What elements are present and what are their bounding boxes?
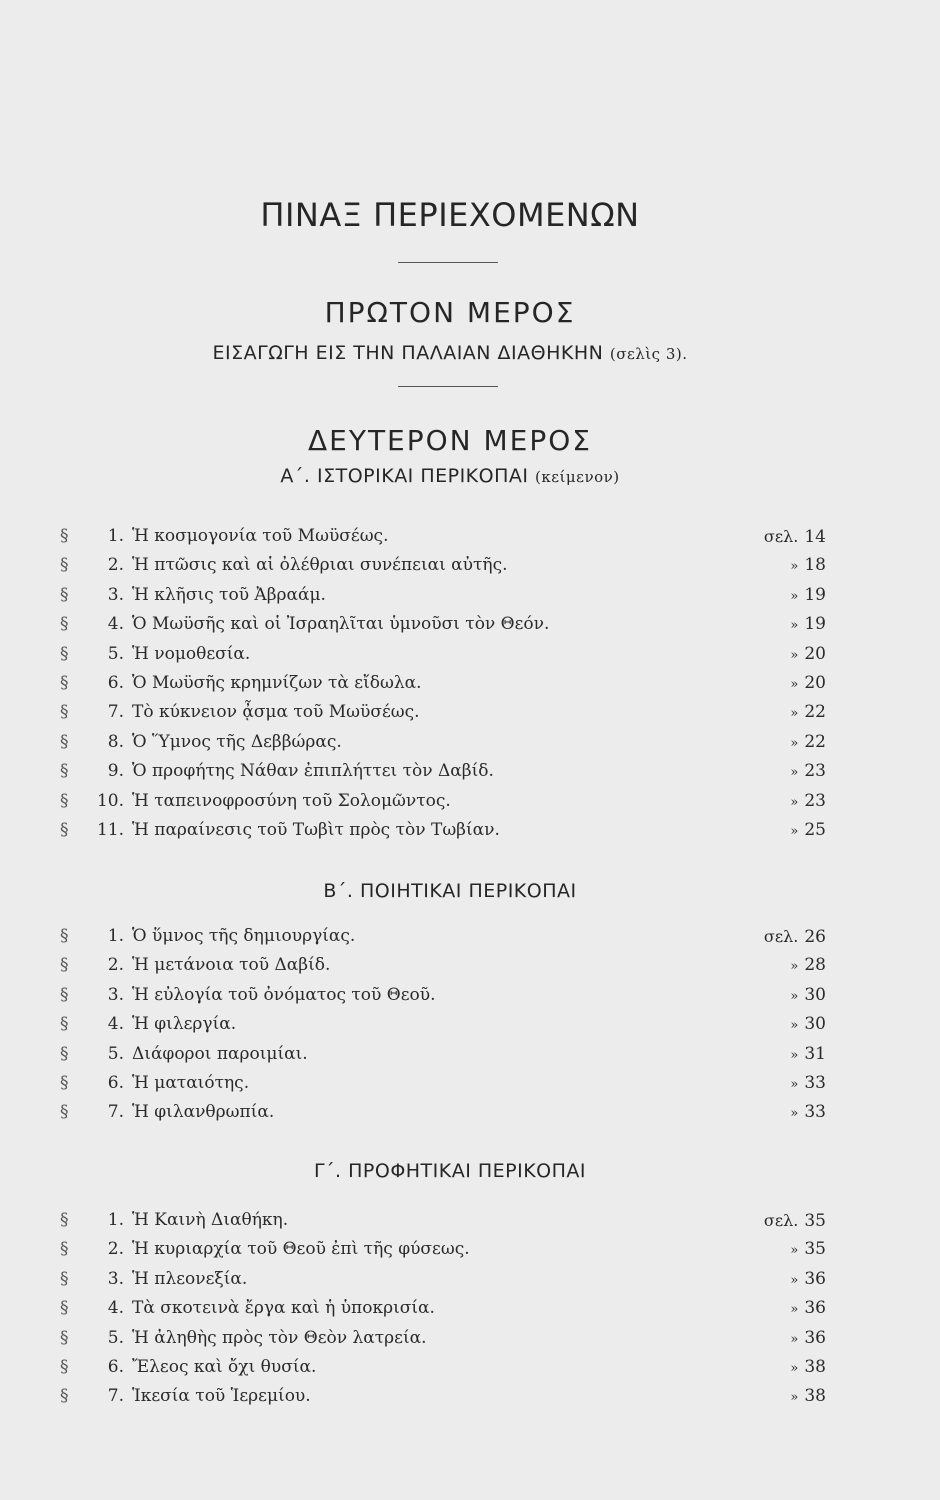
section-symbol: § bbox=[60, 614, 69, 635]
entry-number: 6. bbox=[107, 1072, 124, 1093]
page-prefix: » bbox=[790, 794, 799, 810]
part1-heading: ΠΡΩΤΟΝ ΜΕΡΟΣ bbox=[324, 296, 576, 329]
entry-page-ref bbox=[716, 951, 826, 981]
entry-page-ref bbox=[716, 610, 826, 640]
page-number: 33 bbox=[804, 1102, 826, 1123]
entry-title: Ὁ Μωϋσῆς κρημνίζων τὰ εἴδωλα. bbox=[132, 672, 422, 693]
page-number: 38 bbox=[804, 1356, 826, 1377]
entry-number: 5. bbox=[107, 1327, 124, 1348]
toc-entry bbox=[60, 787, 826, 816]
entry-page-ref bbox=[716, 1382, 826, 1412]
part1-subtitle-note: (σελὶς 3). bbox=[609, 345, 688, 363]
entry-page-ref bbox=[716, 757, 826, 787]
section-symbol: § bbox=[60, 1327, 69, 1348]
entry-page-ref bbox=[716, 1235, 826, 1265]
page-prefix: σελ. bbox=[763, 1211, 799, 1230]
page-prefix: σελ. bbox=[763, 527, 799, 546]
toc-entry bbox=[60, 669, 826, 698]
page-number: 20 bbox=[804, 672, 826, 693]
page-number: 19 bbox=[804, 614, 826, 635]
page-number: 31 bbox=[804, 1043, 826, 1064]
entry-number: 2. bbox=[107, 1239, 124, 1260]
section-symbol: § bbox=[60, 1356, 69, 1377]
toc-entry bbox=[60, 551, 826, 580]
entry-title: Ἡ Καινὴ Διαθήκη. bbox=[132, 1210, 289, 1230]
title-divider bbox=[398, 262, 498, 263]
entry-number: 1. bbox=[107, 926, 124, 946]
page-number: 18 bbox=[804, 555, 826, 576]
entry-page-ref bbox=[716, 1294, 826, 1324]
toc-entry bbox=[60, 640, 826, 669]
page-prefix: » bbox=[790, 1302, 799, 1318]
toc-entry bbox=[60, 1069, 826, 1098]
entry-number: 4. bbox=[107, 614, 124, 635]
toc-entry bbox=[60, 816, 826, 845]
toc-entry bbox=[60, 1353, 826, 1382]
page-prefix: » bbox=[790, 735, 799, 751]
section-symbol: § bbox=[60, 790, 69, 811]
entry-number: 5. bbox=[107, 1043, 124, 1064]
section-symbol: § bbox=[60, 1210, 69, 1230]
page-number: 36 bbox=[804, 1327, 826, 1348]
entry-title: Ὁ Ὕμνος τῆς Δεββώρας. bbox=[132, 731, 342, 752]
page-prefix: » bbox=[790, 588, 799, 604]
entry-title: Ὁ ὕμνος τῆς δημιουργίας. bbox=[132, 926, 356, 946]
entry-number: 5. bbox=[107, 643, 124, 664]
section-a-note: (κείμενον) bbox=[535, 468, 620, 486]
page-number: 19 bbox=[804, 584, 826, 605]
page-prefix: » bbox=[790, 1360, 799, 1376]
section-symbol: § bbox=[60, 955, 69, 976]
entry-title: Ἡ εὐλογία τοῦ ὀνόματος τοῦ Θεοῦ. bbox=[132, 984, 436, 1005]
entry-title: Ἡ κλῆσις τοῦ Ἀβραάμ. bbox=[132, 584, 326, 605]
section-symbol: § bbox=[60, 555, 69, 576]
toc-entry bbox=[60, 1040, 826, 1069]
section-a-heading-text: Α΄. ΙΣΤΟΡΙΚΑΙ ΠΕΡΙΚΟΠΑΙ bbox=[280, 465, 529, 487]
entry-number: 7. bbox=[107, 1386, 124, 1407]
entry-number: 2. bbox=[107, 955, 124, 976]
entry-title: Διάφοροι παροιμίαι. bbox=[132, 1043, 308, 1064]
page-number: 26 bbox=[804, 927, 826, 947]
entry-title: Ἡ μετάνοια τοῦ Δαβίδ. bbox=[132, 955, 331, 976]
section-symbol: § bbox=[60, 1386, 69, 1407]
entry-page-ref bbox=[716, 1324, 826, 1354]
entry-title: Ὁ Μωϋσῆς καὶ οἱ Ἰσραηλῖται ὑμνοῦσι τὸν Θεόν. bbox=[132, 614, 550, 635]
page-number: 36 bbox=[804, 1268, 826, 1289]
page-prefix: » bbox=[790, 765, 799, 781]
entry-page-ref bbox=[716, 522, 826, 552]
toc-entry bbox=[60, 1382, 826, 1411]
page-number: 22 bbox=[804, 731, 826, 752]
toc-entry bbox=[60, 1010, 826, 1039]
toc-entry bbox=[60, 698, 826, 727]
toc-entry bbox=[60, 1098, 826, 1127]
page-title: ΠΙΝΑΞ ΠΕΡΙΕΧΟΜΕΝΩΝ bbox=[260, 196, 640, 234]
entry-number: 7. bbox=[107, 702, 124, 723]
part1-divider bbox=[398, 386, 498, 387]
entry-page-ref bbox=[716, 1098, 826, 1128]
page-number: 30 bbox=[804, 984, 826, 1005]
section-symbol: § bbox=[60, 526, 69, 546]
entry-number: 6. bbox=[107, 672, 124, 693]
page-prefix: » bbox=[790, 706, 799, 722]
entry-title: Ἡ πλεονεξία. bbox=[132, 1268, 248, 1289]
entry-number: 2. bbox=[107, 555, 124, 576]
entry-title: Ἔλεος καὶ ὄχι θυσία. bbox=[132, 1356, 317, 1377]
toc-entry bbox=[60, 981, 826, 1010]
entry-number: 1. bbox=[107, 1210, 124, 1230]
entry-page-ref bbox=[716, 922, 826, 952]
section-symbol: § bbox=[60, 672, 69, 693]
entry-page-ref bbox=[716, 1069, 826, 1099]
toc-entry bbox=[60, 1265, 826, 1294]
section-c-heading: Γ΄. ΠΡΟΦΗΤΙΚΑΙ ΠΕΡΙΚΟΠΑΙ bbox=[313, 1160, 587, 1182]
page-number: 30 bbox=[804, 1014, 826, 1035]
page-number: 23 bbox=[804, 761, 826, 782]
entry-page-ref bbox=[716, 551, 826, 581]
entry-page-ref bbox=[716, 981, 826, 1011]
entry-page-ref bbox=[716, 698, 826, 728]
entry-page-ref bbox=[716, 669, 826, 699]
toc-entry bbox=[60, 1294, 826, 1323]
section-symbol: § bbox=[60, 643, 69, 664]
entry-page-ref bbox=[716, 640, 826, 670]
entry-number: 6. bbox=[107, 1356, 124, 1377]
page-prefix: » bbox=[790, 647, 799, 663]
page-prefix: » bbox=[790, 988, 799, 1004]
page-number: 22 bbox=[804, 702, 826, 723]
toc-entry bbox=[60, 728, 826, 757]
toc-entry bbox=[60, 522, 826, 551]
toc-entry bbox=[60, 1206, 826, 1235]
entry-number: 7. bbox=[107, 1102, 124, 1123]
section-c-entries bbox=[60, 1206, 826, 1412]
entry-title: Ἡ ταπεινοφροσύνη τοῦ Σολομῶντος. bbox=[132, 790, 451, 811]
entry-title: Ἡ πτῶσις καὶ αἱ ὀλέθριαι συνέπειαι αὐτῆς. bbox=[132, 555, 508, 576]
part1-subtitle-text: ΕΙΣΑΓΩΓΗ ΕΙΣ ΤΗΝ ΠΑΛΑΙΑΝ ΔΙΑΘΗΚΗΝ bbox=[212, 342, 604, 364]
entry-title: Ἡ νομοθεσία. bbox=[132, 643, 251, 664]
section-symbol: § bbox=[60, 984, 69, 1005]
entry-page-ref bbox=[716, 1265, 826, 1295]
page-number: 25 bbox=[804, 819, 826, 840]
page-prefix: » bbox=[790, 823, 799, 839]
section-a-entries bbox=[60, 522, 826, 845]
section-b-entries bbox=[60, 922, 826, 1128]
entry-title: Ἡ ἀληθὴς πρὸς τὸν Θεὸν λατρεία. bbox=[132, 1327, 427, 1348]
section-symbol: § bbox=[60, 761, 69, 782]
page-prefix: » bbox=[790, 1106, 799, 1122]
page-number: 20 bbox=[804, 643, 826, 664]
page-prefix: » bbox=[790, 559, 799, 575]
page-number: 23 bbox=[804, 790, 826, 811]
section-symbol: § bbox=[60, 1102, 69, 1123]
entry-title: Ἡ ματαιότης. bbox=[132, 1072, 250, 1093]
page-prefix: » bbox=[790, 1243, 799, 1259]
entry-number: 8. bbox=[107, 731, 124, 752]
entry-number: 1. bbox=[107, 526, 124, 546]
entry-title: Ἡ φιλεργία. bbox=[132, 1014, 237, 1035]
section-symbol: § bbox=[60, 702, 69, 723]
section-symbol: § bbox=[60, 1298, 69, 1319]
entry-number: 3. bbox=[107, 584, 124, 605]
toc-entry bbox=[60, 922, 826, 951]
page-prefix: » bbox=[790, 1331, 799, 1347]
page-number: 14 bbox=[804, 527, 826, 547]
entry-number: 10. bbox=[96, 790, 124, 811]
page-number: 38 bbox=[804, 1386, 826, 1407]
entry-title: Τὰ σκοτεινὰ ἔργα καὶ ἡ ὑποκρισία. bbox=[132, 1298, 435, 1319]
entry-number: 4. bbox=[107, 1014, 124, 1035]
toc-entry bbox=[60, 1235, 826, 1264]
entry-page-ref bbox=[716, 816, 826, 846]
section-symbol: § bbox=[60, 1043, 69, 1064]
page-number: 35 bbox=[804, 1239, 826, 1260]
entry-title: Ἡ κοσμογονία τοῦ Μωϋσέως. bbox=[132, 526, 389, 546]
page-number: 35 bbox=[804, 1211, 826, 1231]
entry-title: Ἡ κυριαρχία τοῦ Θεοῦ ἐπὶ τῆς φύσεως. bbox=[132, 1239, 470, 1260]
page-number: 36 bbox=[804, 1298, 826, 1319]
entry-number: 3. bbox=[107, 1268, 124, 1289]
page-prefix: » bbox=[790, 676, 799, 692]
entry-title: Ὁ προφήτης Νάθαν ἐπιπλήττει τὸν Δαβίδ. bbox=[132, 761, 494, 782]
entry-page-ref bbox=[716, 1010, 826, 1040]
part2-heading: ΔΕΥΤΕΡΟΝ ΜΕΡΟΣ bbox=[308, 424, 592, 457]
section-symbol: § bbox=[60, 1268, 69, 1289]
entry-number: 3. bbox=[107, 984, 124, 1005]
entry-title: Ἡ φιλανθρωπία. bbox=[132, 1102, 275, 1123]
page-prefix: » bbox=[790, 1047, 799, 1063]
entry-page-ref bbox=[716, 728, 826, 758]
entry-page-ref bbox=[716, 1353, 826, 1383]
page-prefix: » bbox=[790, 959, 799, 975]
entry-page-ref bbox=[716, 581, 826, 611]
page-prefix: » bbox=[790, 1018, 799, 1034]
section-symbol: § bbox=[60, 926, 69, 946]
section-symbol: § bbox=[60, 1239, 69, 1260]
page-prefix: » bbox=[790, 618, 799, 634]
page-prefix: » bbox=[790, 1390, 799, 1406]
entry-title: Ἱκεσία τοῦ Ἱερεμίου. bbox=[132, 1386, 311, 1407]
page-prefix: » bbox=[790, 1272, 799, 1288]
entry-title: Ἡ παραίνεσις τοῦ Τωβὶτ πρὸς τὸν Τωβίαν. bbox=[132, 819, 500, 840]
entry-number: 9. bbox=[107, 761, 124, 782]
toc-entry bbox=[60, 581, 826, 610]
entry-number: 4. bbox=[107, 1298, 124, 1319]
entry-page-ref bbox=[716, 787, 826, 817]
toc-entry bbox=[60, 757, 826, 786]
section-symbol: § bbox=[60, 819, 69, 840]
section-symbol: § bbox=[60, 731, 69, 752]
entry-page-ref bbox=[716, 1040, 826, 1070]
part1-subtitle bbox=[0, 342, 900, 364]
section-symbol: § bbox=[60, 1014, 69, 1035]
entry-number: 11. bbox=[96, 819, 124, 840]
toc-entry bbox=[60, 610, 826, 639]
page-prefix: σελ. bbox=[763, 927, 799, 946]
section-symbol: § bbox=[60, 584, 69, 605]
section-a-heading bbox=[0, 465, 900, 487]
entry-page-ref bbox=[716, 1206, 826, 1236]
entry-title: Τὸ κύκνειον ᾆσμα τοῦ Μωϋσέως. bbox=[132, 702, 420, 723]
section-symbol: § bbox=[60, 1072, 69, 1093]
page-number: 33 bbox=[804, 1072, 826, 1093]
toc-entry bbox=[60, 951, 826, 980]
toc-entry bbox=[60, 1324, 826, 1353]
page-number: 28 bbox=[804, 955, 826, 976]
section-b-heading: Β΄. ΠΟΙΗΤΙΚΑΙ ΠΕΡΙΚΟΠΑΙ bbox=[323, 880, 577, 902]
page-prefix: » bbox=[790, 1076, 799, 1092]
